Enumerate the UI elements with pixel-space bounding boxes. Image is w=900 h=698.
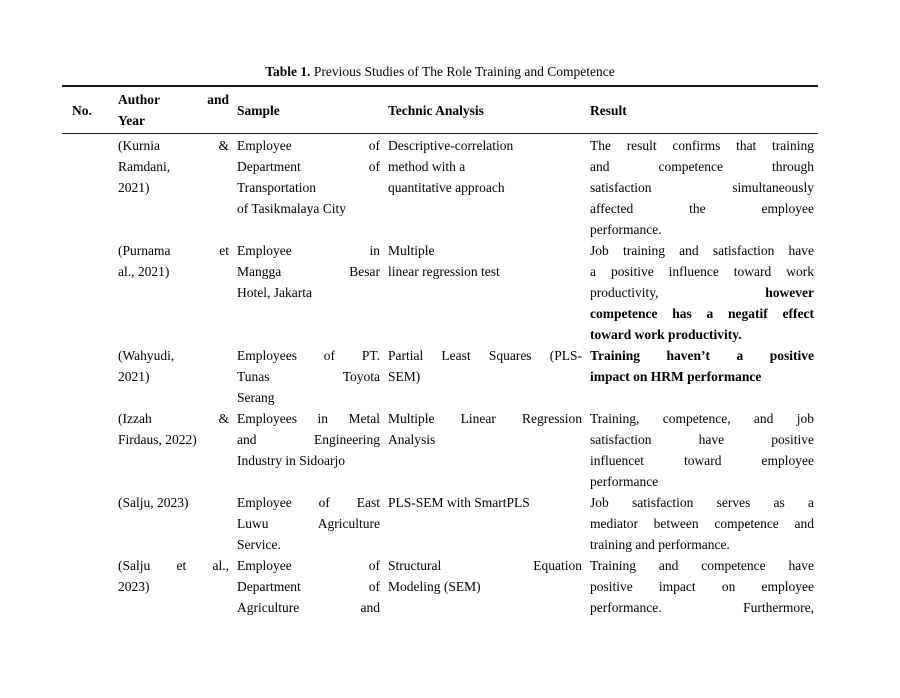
text-run: Descriptive-correlation [388, 138, 514, 153]
text-line [590, 219, 814, 240]
text-line [590, 513, 814, 534]
cell-sample [237, 240, 388, 345]
text-run: (Salju et al., [118, 558, 229, 573]
table-row [62, 345, 818, 408]
text-run: Department of [237, 159, 380, 174]
cell-sample [237, 492, 388, 555]
text-line [590, 100, 814, 121]
text-run: Employee in [237, 243, 380, 258]
header-author-year [118, 89, 237, 131]
table-title [62, 62, 818, 82]
cell-result [590, 555, 818, 618]
cell-sample [237, 408, 388, 492]
text-line [590, 492, 814, 513]
table-title-text: Previous Studies of The Role Training and Competence [313, 64, 615, 79]
text-run: Employee of [237, 138, 380, 153]
text-run-bold: competence has a negatif effect [590, 306, 814, 321]
text-run: Luwu Agriculture [237, 516, 380, 531]
cell-result [590, 135, 818, 240]
text-line [590, 198, 814, 219]
header-no [62, 100, 118, 121]
text-line [590, 240, 814, 261]
table-body [62, 134, 818, 618]
text-line [388, 261, 582, 282]
text-run: Structural Equation [388, 558, 582, 573]
text-run: of Tasikmalaya City [237, 201, 347, 216]
table-row [62, 408, 818, 492]
text-run: affected the employee [590, 201, 814, 216]
text-run: Employees of PT. [237, 348, 380, 363]
cell-author-year [118, 555, 237, 618]
cell-technic-analysis [388, 135, 590, 240]
text-line [590, 576, 814, 597]
text-run: Modeling (SEM) [388, 579, 481, 594]
cell-technic-analysis [388, 555, 590, 618]
header-result [590, 100, 818, 121]
cell-no [62, 408, 118, 492]
text-line [118, 555, 229, 576]
text-run: Mangga Besar [237, 264, 380, 279]
text-line [237, 366, 380, 387]
text-run: 2021) [118, 369, 150, 384]
text-line [590, 135, 814, 156]
cell-no [62, 240, 118, 345]
text-line [237, 597, 380, 618]
text-line [590, 555, 814, 576]
text-line [237, 576, 380, 597]
text-run-bold: Training haven’t a positive [590, 348, 814, 363]
text-line [118, 177, 229, 198]
cell-result [590, 492, 818, 555]
text-run: (Salju, 2023) [118, 495, 189, 510]
text-line [72, 100, 110, 121]
text-run: linear regression test [388, 264, 500, 279]
text-run: and competence through [590, 159, 814, 174]
cell-author-year [118, 492, 237, 555]
text-line [590, 345, 814, 366]
text-line [237, 555, 380, 576]
text-run: Agriculture and [237, 600, 380, 615]
text-run: performance [590, 474, 659, 489]
text-run: 2023) [118, 579, 150, 594]
cell-sample [237, 135, 388, 240]
text-line [388, 135, 582, 156]
text-line [388, 177, 582, 198]
text-run: Multiple Linear Regression [388, 411, 582, 426]
text-line [388, 492, 582, 513]
text-line [590, 156, 814, 177]
text-line [237, 534, 380, 555]
text-line [118, 492, 229, 513]
text-run-bold: No. [72, 102, 92, 118]
text-run-bold: Sample [237, 102, 280, 118]
text-line [388, 408, 582, 429]
text-run: (Izzah & [118, 411, 229, 426]
text-run: Partial Least Squares (PLS- [388, 348, 582, 363]
text-line [590, 471, 814, 492]
text-run: quantitative approach [388, 180, 505, 195]
cell-no [62, 135, 118, 240]
text-run: Analysis [388, 432, 436, 447]
table-row [62, 555, 818, 618]
text-run: PLS-SEM with SmartPLS [388, 495, 530, 510]
text-line [237, 450, 380, 471]
cell-result [590, 345, 818, 408]
text-run: mediator between competence and [590, 516, 814, 531]
text-run: Tunas Toyota [237, 369, 380, 384]
text-line [237, 345, 380, 366]
text-line [237, 387, 380, 408]
cell-technic-analysis [388, 408, 590, 492]
text-run: productivity, [590, 285, 659, 300]
cell-sample [237, 345, 388, 408]
text-run: Employee of [237, 558, 380, 573]
text-line [590, 450, 814, 471]
text-run: Training, competence, and job [590, 411, 814, 426]
text-line [590, 597, 814, 618]
text-run: Ramdani, [118, 159, 171, 174]
text-run: Industry in Sidoarjo [237, 453, 345, 468]
text-line [590, 408, 814, 429]
text-run: Multiple [388, 243, 435, 258]
text-line [237, 135, 380, 156]
text-line [388, 100, 582, 121]
text-line [118, 408, 229, 429]
text-line [237, 156, 380, 177]
text-run: Employee of East [237, 495, 380, 510]
text-line [118, 345, 229, 366]
text-run: The result confirms that training [590, 138, 814, 153]
table-row [62, 492, 818, 555]
text-line [388, 366, 582, 387]
text-line [388, 240, 582, 261]
text-run-bold: however [765, 285, 814, 300]
text-run: Training and competence have [590, 558, 814, 573]
text-run: training and performance. [590, 537, 730, 552]
text-run-bold: Author and [118, 92, 229, 107]
text-run-bold: Result [590, 102, 627, 118]
text-line [118, 240, 229, 261]
text-line [237, 513, 380, 534]
text-line [118, 89, 229, 110]
text-line [118, 156, 229, 177]
cell-result [590, 408, 818, 492]
table-header-row [62, 85, 818, 134]
text-run: Serang [237, 390, 275, 405]
text-run: positive impact on employee [590, 579, 814, 594]
text-run: Employees in Metal [237, 411, 380, 426]
cell-sample [237, 555, 388, 618]
studies-table [62, 85, 818, 618]
text-line [118, 576, 229, 597]
cell-author-year [118, 135, 237, 240]
text-line [590, 177, 814, 198]
cell-technic-analysis [388, 240, 590, 345]
text-run: (Purnama et [118, 243, 229, 258]
text-line [118, 429, 229, 450]
text-run: method with a [388, 159, 466, 174]
text-run-bold: Year [118, 113, 145, 128]
text-line [388, 576, 582, 597]
text-line [590, 303, 814, 324]
cell-author-year [118, 408, 237, 492]
text-line [237, 240, 380, 261]
text-run: satisfaction simultaneously [590, 180, 814, 195]
text-line [118, 110, 229, 131]
text-run: Department of [237, 579, 380, 594]
table-row [62, 240, 818, 345]
text-line [590, 324, 814, 345]
text-line [590, 366, 814, 387]
text-run: (Kurnia & [118, 138, 229, 153]
cell-no [62, 492, 118, 555]
text-line [237, 100, 380, 121]
text-line [237, 198, 380, 219]
cell-author-year [118, 345, 237, 408]
text-line [388, 555, 582, 576]
text-run: Transportation [237, 180, 317, 195]
cell-author-year [118, 240, 237, 345]
cell-result [590, 240, 818, 345]
text-run: performance. Furthermore, [590, 600, 814, 615]
text-run: Firdaus, 2022) [118, 432, 197, 447]
header-sample [237, 100, 388, 121]
text-run: SEM) [388, 369, 421, 384]
text-line [590, 282, 814, 303]
text-run: a positive influence toward work [590, 264, 814, 279]
text-line [388, 429, 582, 450]
text-line [237, 282, 380, 303]
text-line [590, 261, 814, 282]
text-run: Job satisfaction serves as a [590, 495, 814, 510]
text-line [590, 429, 814, 450]
text-run: 2021) [118, 180, 150, 195]
table-row [62, 135, 818, 240]
text-run: al., 2021) [118, 264, 170, 279]
text-line [118, 366, 229, 387]
text-run: Hotel, Jakarta [237, 285, 312, 300]
cell-no [62, 555, 118, 618]
text-run: performance. [590, 222, 662, 237]
text-line [590, 534, 814, 555]
text-line [118, 135, 229, 156]
table-title-label: Table 1. [265, 64, 311, 79]
text-line [237, 492, 380, 513]
header-technic-analysis [388, 100, 590, 121]
text-line [237, 177, 380, 198]
text-run-bold: Technic Analysis [388, 102, 484, 118]
text-line [388, 345, 582, 366]
text-line [237, 429, 380, 450]
cell-technic-analysis [388, 492, 590, 555]
text-run: satisfaction have positive [590, 432, 814, 447]
text-run-bold: impact on HRM performance [590, 369, 762, 384]
text-run: (Wahyudi, [118, 348, 175, 363]
cell-no [62, 345, 118, 408]
text-line [237, 261, 380, 282]
cell-technic-analysis [388, 345, 590, 408]
text-run: Service. [237, 537, 281, 552]
text-run: Job training and satisfaction have [590, 243, 814, 258]
text-line [388, 156, 582, 177]
text-run: and Engineering [237, 432, 380, 447]
text-line [237, 408, 380, 429]
text-run-bold: toward work productivity. [590, 327, 742, 342]
text-run: influencet toward employee [590, 453, 814, 468]
text-line [118, 261, 229, 282]
